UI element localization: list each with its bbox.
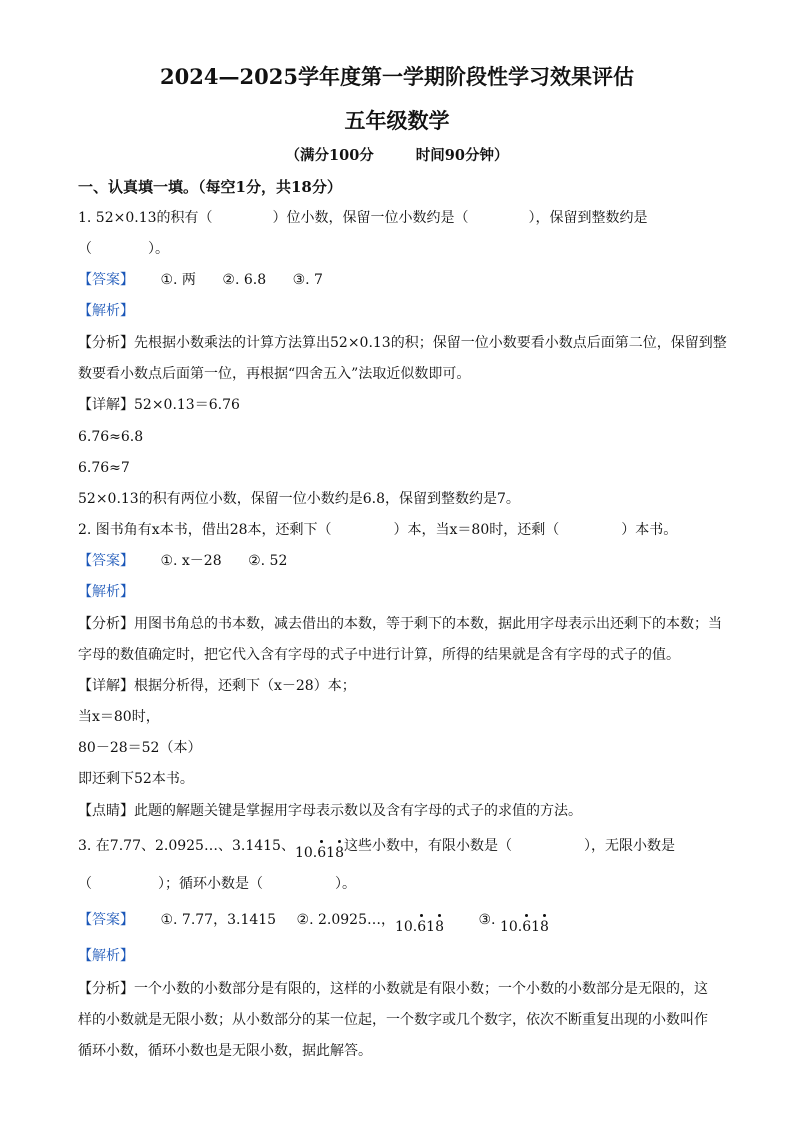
q1-answer-2 xyxy=(222,270,266,290)
q1-answer-3 xyxy=(293,270,323,290)
q3-stem-part: ），无限小数是 xyxy=(583,838,675,854)
q3-answer-1 xyxy=(160,910,276,930)
detail-text: 52×0.13＝6.76 xyxy=(134,397,240,413)
detail-text: 根据分析得，还剩下（x－28）本； xyxy=(134,678,356,694)
answer-value: . 2.0925…， xyxy=(309,912,395,928)
answer-tag: 【答案】 xyxy=(78,912,134,928)
circled-number: ② xyxy=(248,553,261,569)
repeating-digit: 8 xyxy=(335,845,344,861)
fenxi-text: 一个小数的小数部分是有限的，这样的小数就是有限小数；一个小数的小数部分是无限的，这 xyxy=(134,981,708,997)
circled-number: ③ xyxy=(292,272,306,288)
q3-fenxi-line3: 循环小数，循环小数也是无限小数，据此解答。 xyxy=(78,1043,372,1059)
q2-answer xyxy=(78,551,287,571)
q3-stem-part: 3. 在7.77、2.0925…、3.1415、 xyxy=(78,838,295,854)
exam-meta xyxy=(0,146,794,166)
q1-stem-part: ）位小数，保留一位小数约是（ xyxy=(272,210,469,226)
answer-value: . 6.8 xyxy=(234,272,267,288)
q1-fenxi-line2: 数要看小数点后面第一位，再根据“四舍五入”法取近似数即可。 xyxy=(78,366,471,382)
score-info: （满分100分 xyxy=(285,147,374,164)
fenxi-tag: 【分析】 xyxy=(78,335,134,351)
fenxi-tag: 【分析】 xyxy=(78,616,134,632)
repeating-int-part: 10. xyxy=(499,919,523,935)
fenxi-tag: 【分析】 xyxy=(78,981,134,997)
repeating-digit: 6 xyxy=(417,919,427,935)
q1-detail-line2: 6.76≈6.8 xyxy=(78,429,144,445)
circled-number: ② xyxy=(296,912,310,928)
exam-title: 2024—2025学年度第一学期阶段性学习效果评估 xyxy=(160,64,634,89)
answer-value: . x－28 xyxy=(173,553,222,569)
digit: 1 xyxy=(531,919,541,935)
q2-dianjing xyxy=(78,801,582,821)
q2-stem-part: ）本，当x＝80时，还剩（ xyxy=(393,522,560,538)
circled-number: ① xyxy=(160,272,174,288)
q1-stem-part: ），保留到整数约是 xyxy=(528,210,648,226)
dianjing-tag: 【点睛】 xyxy=(78,803,134,819)
q3-answer-3 xyxy=(478,910,549,937)
q3-stem-part: ）；循环小数是（ xyxy=(158,876,263,892)
q1-stem-line1 xyxy=(78,208,648,228)
q2-stem-line1 xyxy=(78,520,677,540)
circled-number: ① xyxy=(160,912,174,928)
q2-analysis-tag: 【解析】 xyxy=(78,584,134,600)
q1-detail-line3: 6.76≈7 xyxy=(78,460,130,476)
repeating-digit: 8 xyxy=(435,919,445,935)
q2-answer-2 xyxy=(248,551,287,571)
answer-value: . 7.77，3.1415 xyxy=(173,912,277,928)
repeating-int-part: 10. xyxy=(294,845,318,861)
q1-answer xyxy=(78,270,323,290)
answer-tag: 【答案】 xyxy=(78,272,134,288)
detail-tag: 【详解】 xyxy=(78,397,134,413)
q3-stem-line2 xyxy=(78,874,356,894)
q3-fenxi-line1 xyxy=(78,979,708,999)
q3-fenxi-line2: 样的小数就是无限小数；从小数部分的某一位起，一个数字或几个数字，依次不断重复出现的小数叫作 xyxy=(78,1012,708,1028)
answer-value: . xyxy=(491,912,496,928)
detail-tag: 【详解】 xyxy=(78,678,134,694)
q1-analysis-tag: 【解析】 xyxy=(78,303,134,319)
q2-fenxi-line1 xyxy=(78,614,722,634)
q3-stem-line1 xyxy=(78,836,675,863)
fenxi-text: 先根据小数乘法的计算方法算出52×0.13的积；保留一位小数要看小数点后面第二位，保留到整 xyxy=(134,335,727,351)
digit: 1 xyxy=(426,919,436,935)
q1-detail-line1 xyxy=(78,395,240,415)
circled-number: ② xyxy=(222,272,235,288)
digit: 1 xyxy=(326,845,336,861)
fenxi-text: 用图书角总的书本数，减去借出的本数，等于剩下的本数，据此用字母表示出还剩下的本数；当 xyxy=(134,616,722,632)
answer-value: . 7 xyxy=(305,272,323,288)
repeating-digit: 6 xyxy=(522,919,532,935)
q1-stem-line2: （ ）。 xyxy=(78,241,169,257)
q2-fenxi-line2: 字母的数值确定时，把它代入含有字母的式子中进行计算，所得的结果就是含有字母的式子的值。 xyxy=(78,647,680,663)
circled-number: ① xyxy=(160,553,174,569)
time-info: 时间90分钟） xyxy=(415,147,509,164)
q3-answer-2 xyxy=(297,910,444,937)
q1-stem-part: 1. 52×0.13的积有（ xyxy=(78,210,213,226)
circled-number: ③ xyxy=(478,912,492,928)
q1-answer-1 xyxy=(160,270,195,290)
q2-detail-line1 xyxy=(78,676,356,696)
q3-stem-part: 这些小数中，有限小数是（ xyxy=(343,838,512,854)
q3-stem-part: （ xyxy=(78,876,92,892)
q3-analysis-tag: 【解析】 xyxy=(78,948,134,964)
q2-answer-1 xyxy=(160,551,221,571)
q3-answer xyxy=(78,910,549,937)
repeating-decimal xyxy=(295,838,344,863)
repeating-decimal xyxy=(500,912,549,937)
repeating-decimal xyxy=(395,912,444,937)
repeating-digit: 8 xyxy=(540,919,549,935)
answer-value: . 两 xyxy=(173,272,196,288)
q2-detail-line2: 当x＝80时， xyxy=(78,709,160,725)
section-heading: 一、认真填一填。（每空1分，共18分） xyxy=(78,178,342,196)
repeating-digit: 6 xyxy=(317,845,327,861)
q1-detail-line4: 52×0.13的积有两位小数，保留一位小数约是6.8，保留到整数约是7。 xyxy=(78,491,520,507)
answer-value: . 52 xyxy=(260,553,288,569)
exam-subject: 五年级数学 xyxy=(344,108,450,133)
q2-detail-line3: 80－28＝52（本） xyxy=(78,740,202,756)
dianjing-text: 此题的解题关键是掌握用字母表示数以及含有字母的式子的求值的方法。 xyxy=(134,803,582,819)
answer-tag: 【答案】 xyxy=(78,553,134,569)
repeating-int-part: 10. xyxy=(394,919,418,935)
q2-stem-part: ）本书。 xyxy=(621,522,678,538)
q1-fenxi-line1 xyxy=(78,333,727,353)
q2-stem-part: 2. 图书角有x本书，借出28本，还剩下（ xyxy=(78,522,332,538)
q2-detail-line4: 即还剩下52本书。 xyxy=(78,771,194,787)
q3-stem-part: ）。 xyxy=(335,876,356,892)
